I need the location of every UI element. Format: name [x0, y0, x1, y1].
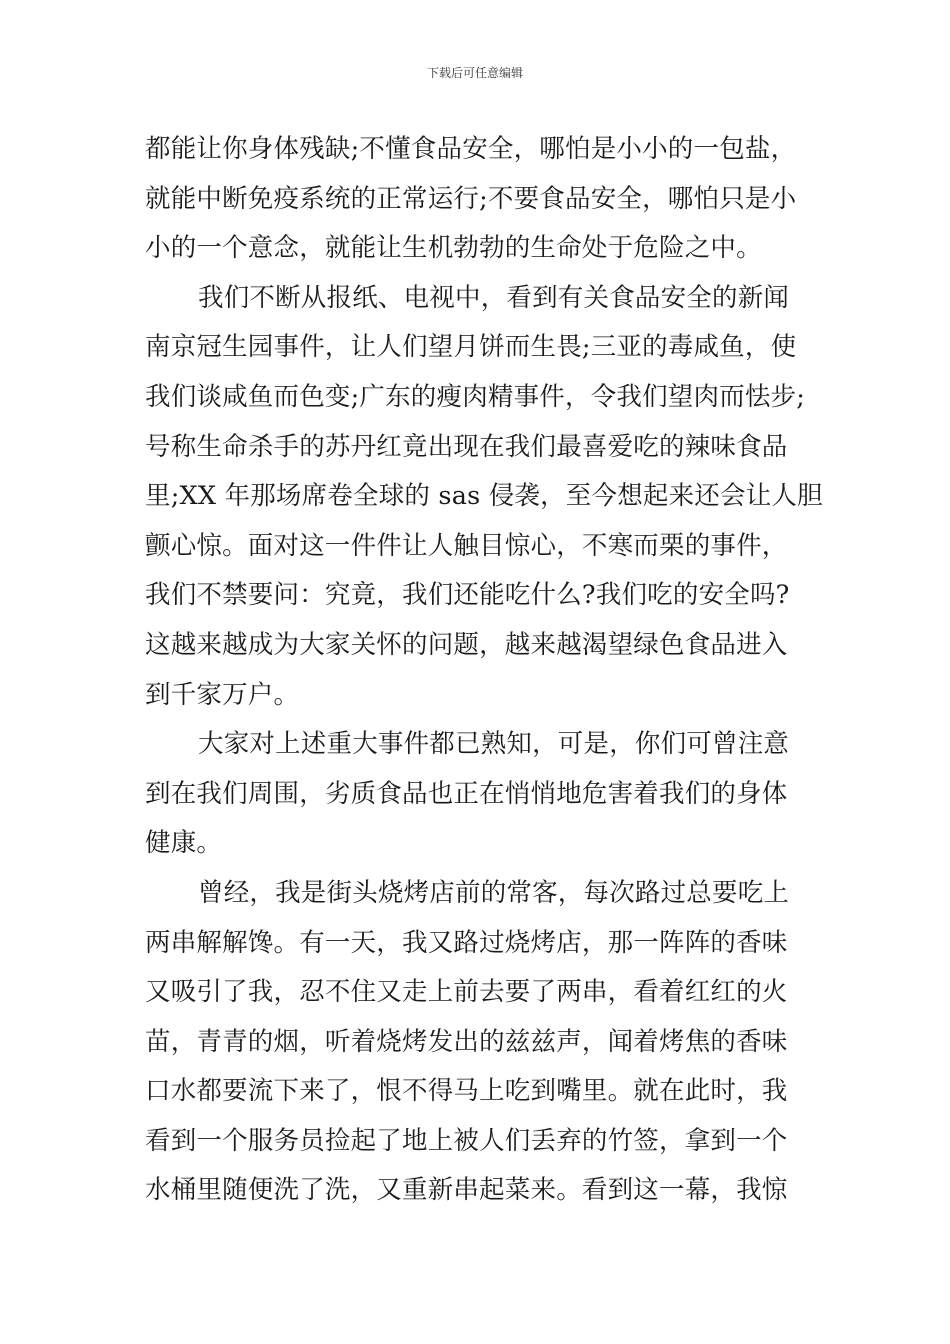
document-body	[145, 129, 823, 1220]
text-line: 到在我们周围，劣质食品也正在悄悄地危害着我们的身体	[145, 778, 788, 809]
text-line: 健康。	[145, 828, 223, 859]
text-line: 这越来越成为大家关怀的问题，越来越渴望绿色食品进入	[145, 629, 788, 660]
text-line: 就能中断免疫系统的正常运行;不要食品安全，哪怕只是小	[145, 183, 797, 214]
text-line: 都能让你身体残缺;不懂食品安全，哪怕是小小的一包盐，	[145, 134, 797, 164]
text-line: 口水都要流下来了，恨不得马上吃到嘴里。就在此时，我	[145, 1076, 788, 1107]
text-line: 南京冠生园事件，让人们望月饼而生畏;三亚的毒咸鱼，使	[145, 332, 797, 363]
text-line: 我们不禁要问：究竟，我们还能吃什么?我们吃的安全吗?	[145, 580, 790, 611]
text-line: 两串解解馋。有一天，我又路过烧烤店，那一阵阵的香味	[145, 927, 788, 958]
text-line: 苗，青青的烟，听着烧烤发出的兹兹声，闻着烤焦的香味	[145, 1026, 788, 1057]
text-line: 到千家万户。	[145, 679, 300, 710]
text-line: 看到一个服务员捡起了地上被人们丢弃的竹签，拿到一个	[145, 1125, 788, 1156]
text-line: 号称生命杀手的苏丹红竟出现在我们最喜爱吃的辣味食品	[145, 431, 788, 462]
paragraph-start-line: 曾经，我是街头烧烤店前的常客，每次路过总要吃上	[198, 877, 790, 908]
text-line: 水桶里随便洗了洗，又重新串起菜来。看到这一幕，我惊	[145, 1175, 788, 1206]
page-header-note: 下载后可任意编辑	[426, 66, 523, 80]
text-line: 小的一个意念，就能让生机勃勃的生命处于危险之中。	[145, 233, 762, 264]
text-line: 我们谈咸鱼而色变;广东的瘦肉精事件，令我们望肉而怯步;	[145, 381, 806, 412]
text-line: 颤心惊。面对这一件件让人触目惊心，不寒而栗的事件，	[145, 530, 788, 561]
text-line: 里;XX 年那场席卷全球的 sas 侵袭，至今想起来还会让人胆	[145, 481, 823, 512]
text-line: 又吸引了我，忍不住又走上前去要了两串，看着红红的火	[145, 977, 788, 1008]
paragraph-start-line: 大家对上述重大事件都已熟知，可是，你们可曾注意	[198, 729, 790, 760]
paragraph-start-line: 我们不断从报纸、电视中，看到有关食品安全的新闻	[198, 282, 790, 313]
